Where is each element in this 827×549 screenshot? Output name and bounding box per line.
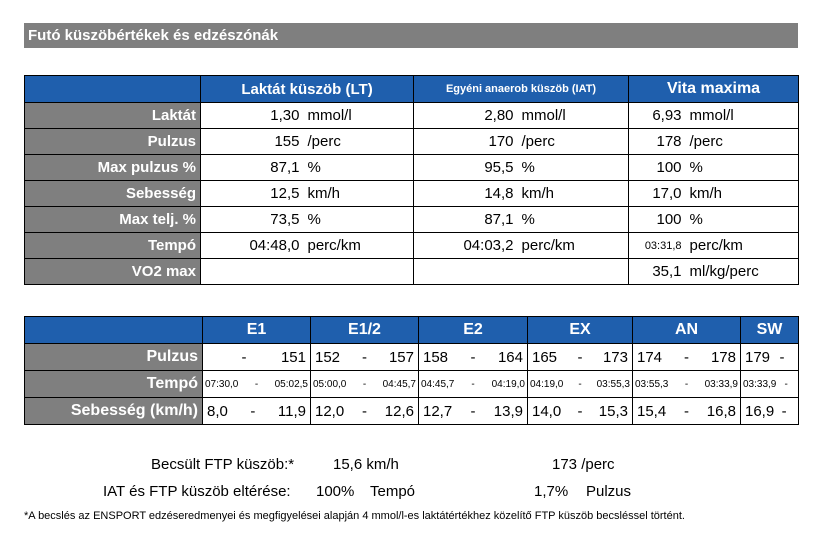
zone-sep: - xyxy=(471,378,475,390)
zone-to: 173 xyxy=(602,348,628,366)
vm-unit: mmol/l xyxy=(686,103,799,129)
zones-row-label: Tempó xyxy=(25,371,203,398)
zone-cell xyxy=(311,398,419,425)
zone-sep: - xyxy=(241,348,247,366)
zone-range xyxy=(203,371,310,397)
iat-unit: % xyxy=(518,207,629,233)
page-title: Futó küszöbértékek és edzészónák xyxy=(24,23,798,48)
row-label: Laktát xyxy=(25,103,201,129)
zone-sep: - xyxy=(470,402,476,420)
zone-sep: - xyxy=(362,348,367,366)
header-vita-maxima: Vita maxima xyxy=(629,76,799,103)
zone-sep: - xyxy=(684,348,689,366)
iat-value: 14,8 xyxy=(414,181,518,207)
row-label: Sebesség xyxy=(25,181,201,207)
zone-sep: - xyxy=(684,378,689,390)
zone-from: 16,9 xyxy=(745,402,775,420)
zone-cell xyxy=(633,398,741,425)
diff-pulse-pct: 1,7% xyxy=(534,483,569,500)
zone-sep: - xyxy=(784,378,788,390)
zone-cell xyxy=(528,344,633,371)
threshold-row xyxy=(25,129,799,155)
vm-value: 6,93 xyxy=(629,103,686,129)
row-label: Max telj. % xyxy=(25,207,201,233)
lt-unit: km/h xyxy=(304,181,414,207)
zone-to: 11,9 xyxy=(277,402,306,420)
zone-cell xyxy=(741,371,799,398)
zone-header: SW xyxy=(741,317,799,344)
lt-unit xyxy=(304,259,414,285)
threshold-row xyxy=(25,233,799,259)
vm-value: 178 xyxy=(629,129,686,155)
diff-pulse-label: Pulzus xyxy=(586,483,632,500)
zone-cell xyxy=(419,398,528,425)
lt-value: 1,30 xyxy=(201,103,304,129)
zone-range xyxy=(633,398,740,424)
zone-range xyxy=(311,398,418,424)
zone-from: 174 xyxy=(637,348,663,366)
zone-cell xyxy=(419,371,528,398)
zone-from: 14,0 xyxy=(532,402,562,420)
lt-value xyxy=(201,259,304,285)
zone-sep: - xyxy=(684,402,689,420)
zone-from: 179 xyxy=(745,348,771,366)
zone-to: 178 xyxy=(710,348,736,366)
zone-to: 151 xyxy=(280,348,306,366)
zone-from: 05:00,0 xyxy=(313,378,347,390)
zone-range xyxy=(419,371,527,397)
zone-from: 158 xyxy=(423,348,449,366)
zones-header-row xyxy=(25,317,799,344)
zone-header: E2 xyxy=(419,317,528,344)
threshold-row xyxy=(25,181,799,207)
zone-to: 03:55,3 xyxy=(596,378,630,390)
iat-value: 87,1 xyxy=(414,207,518,233)
zone-sep: - xyxy=(577,348,583,366)
zone-sep: - xyxy=(362,378,367,390)
zone-cell xyxy=(528,371,633,398)
zone-range xyxy=(203,344,310,370)
zone-range xyxy=(419,344,527,370)
row-label: Max pulzus % xyxy=(25,155,201,181)
iat-value: 95,5 xyxy=(414,155,518,181)
zone-from: 12,7 xyxy=(423,402,453,420)
header-corner xyxy=(25,76,201,103)
vm-value: 35,1 xyxy=(629,259,686,285)
zone-to: 13,9 xyxy=(493,402,523,420)
iat-unit: mmol/l xyxy=(518,103,629,129)
lt-unit: % xyxy=(304,155,414,181)
diff-label: IAT és FTP küszöb eltérése: xyxy=(103,483,291,500)
ftp-label: Becsült FTP küszöb:* xyxy=(151,456,295,473)
row-label: Tempó xyxy=(25,233,201,259)
zone-range xyxy=(419,398,527,424)
zone-range xyxy=(528,344,632,370)
zone-from: 03:33,9 xyxy=(743,378,777,390)
zone-range xyxy=(741,371,798,397)
zone-to: 157 xyxy=(388,348,414,366)
row-label: VO2 max xyxy=(25,259,201,285)
zones-row-pulse xyxy=(25,344,799,371)
ftp-speed: 15,6 km/h xyxy=(333,456,399,473)
threshold-row xyxy=(25,103,799,129)
row-label: Pulzus xyxy=(25,129,201,155)
lt-unit: mmol/l xyxy=(304,103,414,129)
zones-row-label: Pulzus xyxy=(25,344,203,371)
vm-unit: /perc xyxy=(686,129,799,155)
lt-unit: /perc xyxy=(304,129,414,155)
zone-header: EX xyxy=(528,317,633,344)
zone-sep: - xyxy=(250,402,256,420)
vm-value: 17,0 xyxy=(629,181,686,207)
iat-value: 2,80 xyxy=(414,103,518,129)
zone-cell xyxy=(203,371,311,398)
zone-header: E1 xyxy=(203,317,311,344)
zone-range xyxy=(311,371,418,397)
zone-from: 15,4 xyxy=(637,402,667,420)
zones-table xyxy=(24,316,799,425)
zone-sep: - xyxy=(362,402,367,420)
zone-cell xyxy=(633,371,741,398)
zone-cell xyxy=(741,344,799,371)
zone-from: 04:19,0 xyxy=(530,378,564,390)
lt-value: 73,5 xyxy=(201,207,304,233)
zone-to: 04:45,7 xyxy=(382,378,416,390)
zone-from: 04:45,7 xyxy=(421,378,455,390)
zone-sep: - xyxy=(779,348,785,366)
zone-to: 164 xyxy=(497,348,523,366)
vm-unit: % xyxy=(686,155,799,181)
zone-to: 15,3 xyxy=(598,402,628,420)
zone-from: 152 xyxy=(315,348,341,366)
threshold-row xyxy=(25,155,799,181)
zones-row-speed xyxy=(25,398,799,425)
zone-range xyxy=(633,371,740,397)
zone-cell xyxy=(203,398,311,425)
iat-unit: km/h xyxy=(518,181,629,207)
ftp-pulse: 173 /perc xyxy=(552,456,615,473)
iat-unit: perc/km xyxy=(518,233,629,259)
vm-unit: ml/kg/perc xyxy=(686,259,799,285)
zone-range xyxy=(633,344,740,370)
zone-to: 04:19,0 xyxy=(491,378,525,390)
zone-from: 165 xyxy=(532,348,558,366)
lt-value: 04:48,0 xyxy=(201,233,304,259)
zone-cell xyxy=(419,344,528,371)
vm-unit: km/h xyxy=(686,181,799,207)
diff-pace-label: Tempó xyxy=(370,483,416,500)
zone-to: 12,6 xyxy=(384,402,414,420)
zone-cell xyxy=(528,398,633,425)
iat-value: 04:03,2 xyxy=(414,233,518,259)
zone-cell xyxy=(741,398,799,425)
vm-value: 03:31,8 xyxy=(629,233,686,259)
iat-value xyxy=(414,259,518,285)
vm-unit: % xyxy=(686,207,799,233)
zone-range xyxy=(741,344,798,370)
zone-range xyxy=(311,344,418,370)
zone-to: 03:33,9 xyxy=(704,378,738,390)
lt-value: 12,5 xyxy=(201,181,304,207)
zone-cell xyxy=(311,344,419,371)
zone-sep: - xyxy=(254,378,259,390)
lt-unit: % xyxy=(304,207,414,233)
zone-from: 03:55,3 xyxy=(635,378,669,390)
zone-sep: - xyxy=(578,378,582,390)
vm-value: 100 xyxy=(629,155,686,181)
zone-sep: - xyxy=(470,348,476,366)
zone-sep: - xyxy=(577,402,583,420)
iat-unit: /perc xyxy=(518,129,629,155)
diff-pace-pct: 100% xyxy=(316,483,355,500)
zone-from: 8,0 xyxy=(207,402,228,420)
iat-unit: % xyxy=(518,155,629,181)
zones-header-corner xyxy=(25,317,203,344)
vm-unit: perc/km xyxy=(686,233,799,259)
lt-unit: perc/km xyxy=(304,233,414,259)
zone-to: 05:02,5 xyxy=(274,378,308,390)
lt-value: 87,1 xyxy=(201,155,304,181)
zone-header: E1/2 xyxy=(311,317,419,344)
zones-row-label: Sebesség (km/h) xyxy=(25,398,203,425)
vm-value: 100 xyxy=(629,207,686,233)
zone-from: 12,0 xyxy=(315,402,345,420)
threshold-table xyxy=(24,75,799,285)
zone-sep: - xyxy=(781,402,787,420)
iat-unit xyxy=(518,259,629,285)
zone-range xyxy=(741,398,798,424)
zone-cell xyxy=(633,344,741,371)
threshold-row xyxy=(25,259,799,285)
header-lt: Laktát küszöb (LT) xyxy=(201,76,414,103)
zone-to: 16,8 xyxy=(706,402,736,420)
iat-value: 170 xyxy=(414,129,518,155)
zone-header: AN xyxy=(633,317,741,344)
threshold-row xyxy=(25,207,799,233)
zones-row-pace xyxy=(25,371,799,398)
zone-range xyxy=(203,398,310,424)
zone-cell xyxy=(203,344,311,371)
zone-range xyxy=(528,371,632,397)
threshold-header-row xyxy=(25,76,799,103)
header-iat: Egyéni anaerob küszöb (IAT) xyxy=(414,76,629,103)
lt-value: 155 xyxy=(201,129,304,155)
zone-range xyxy=(528,398,632,424)
zone-cell xyxy=(311,371,419,398)
footnote: *A becslés az ENSPORT edzéseredmenyei és megfigyelései alapján 4 mmol/l-es laktátértékhez közelítő FTP küszöb becsléssel történt. xyxy=(24,510,685,522)
zone-from: 07:30,0 xyxy=(205,378,239,390)
